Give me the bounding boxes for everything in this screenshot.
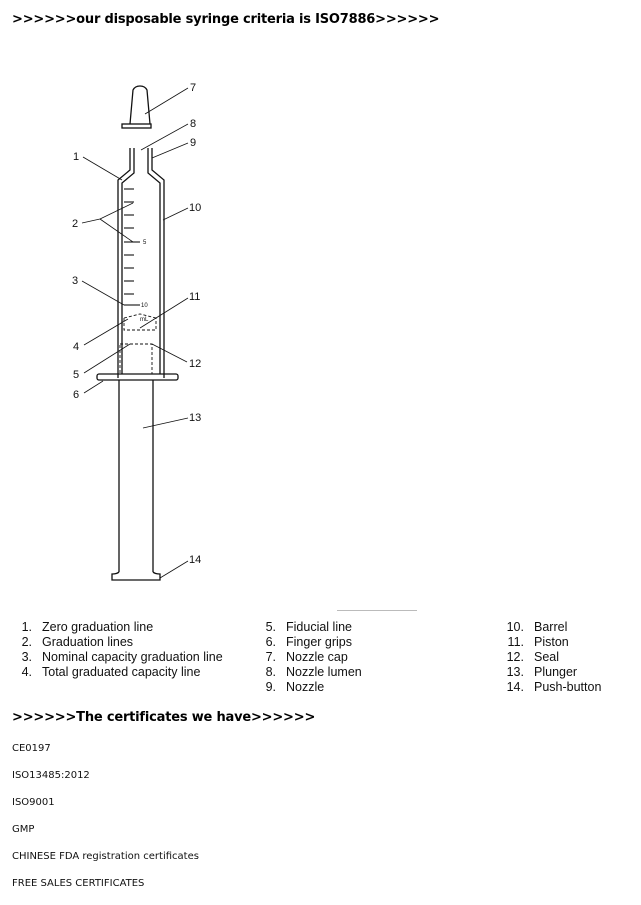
- syringe-diagram: [0, 60, 641, 600]
- callout-5: 5: [73, 369, 80, 381]
- legend-column-2: [252, 620, 362, 695]
- certificate-item: ISO13485:2012: [12, 770, 90, 781]
- legend-item: 7. Nozzle cap: [265, 650, 348, 664]
- callout-10: 10: [189, 202, 202, 214]
- callout-9: 9: [190, 137, 197, 149]
- legend-item: 10. Barrel: [506, 620, 568, 634]
- legend-item: 14. Push-button: [506, 680, 602, 694]
- nozzle-cap: [130, 86, 150, 124]
- callout-6: 6: [73, 389, 80, 401]
- legend-column-3: [500, 620, 601, 695]
- legend-item: 3. Nominal capacity graduation line: [21, 650, 223, 664]
- page-title: >>>>>>our disposable syringe criteria is ISO7886>>>>>>: [12, 12, 440, 27]
- legend-item: 13. Plunger: [506, 665, 578, 679]
- callout-3: 3: [72, 275, 79, 287]
- scale-unit-label: mL: [140, 317, 149, 323]
- callout-2: 2: [72, 218, 79, 230]
- legend-item: 4. Total graduated capacity line: [21, 665, 201, 679]
- callout-7: 7: [190, 82, 197, 94]
- certificate-item: FREE SALES CERTIFICATES: [12, 878, 145, 889]
- legend-divider: [337, 610, 417, 611]
- callout-13: 13: [189, 412, 202, 424]
- certificate-item: GMP: [12, 824, 35, 835]
- legend-item: 12. Seal: [506, 650, 560, 664]
- callout-11: 11: [189, 291, 201, 303]
- certificate-item: CE0197: [12, 743, 51, 754]
- callout-14: 14: [189, 554, 202, 566]
- legend-column-1: [8, 620, 223, 680]
- callout-12: 12: [189, 358, 202, 370]
- legend-item: 9. Nozzle: [265, 680, 325, 694]
- scale-5-label: 5: [143, 240, 147, 246]
- certificate-item: CHINESE FDA registration certificates: [12, 851, 199, 862]
- legend-item: 1. Zero graduation line: [21, 620, 154, 634]
- callout-8: 8: [190, 118, 197, 130]
- certificates-title: >>>>>>The certificates we have>>>>>>: [12, 710, 316, 725]
- legend-item: 6. Finger grips: [265, 635, 352, 649]
- legend-item: 8. Nozzle lumen: [265, 665, 362, 679]
- scale-10-label: 10: [141, 303, 148, 309]
- legend-item: 5. Fiducial line: [265, 620, 353, 634]
- callout-4: 4: [73, 341, 80, 353]
- legend-item: 11. Piston: [507, 635, 569, 649]
- callout-1: 1: [73, 151, 80, 163]
- certificate-item: ISO9001: [12, 797, 55, 808]
- legend-item: 2. Graduation lines: [21, 635, 134, 649]
